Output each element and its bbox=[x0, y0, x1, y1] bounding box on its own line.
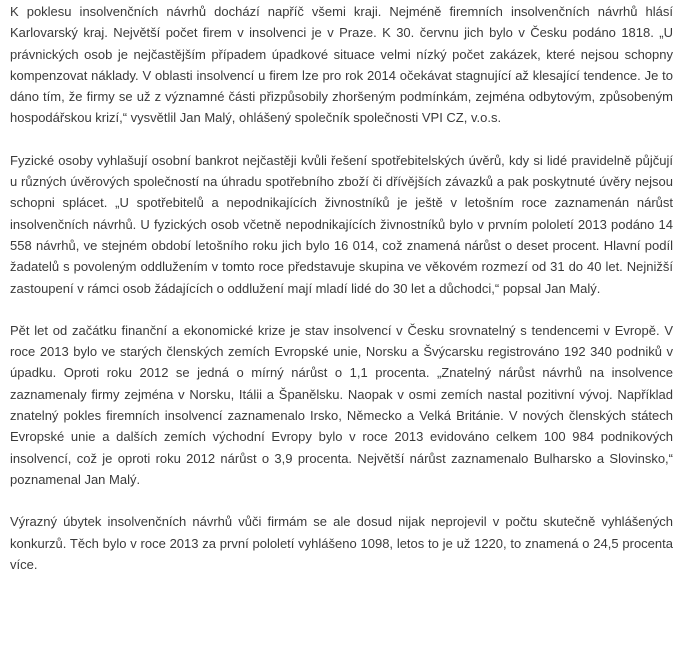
paragraph-european-comparison: Pět let od začátku finanční a ekonomické krize je stav insolvencí v Česku srovnatelný s tendencemi v Evropě. V roce 2013 bylo ve starých členských zemích Evropské unie, Norsku a Švýcarsku registrováno 192 340 podniků v úpadku. Oproti roku 2012 se jedná o mírný nárůst o 1,1 procenta. „Znatelný nárůst návrhů na insolvence zaznamenaly firmy zejména v Norsku, Itálii a Španělsku. Naopak v osmi zemích nastal pozitivní vývoj. Například znatelný pokles firemních insolvencí zaznamenalo Irsko, Německo a Velká Británie. V nových členských státech Evropské unie a dalších zemích východní Evropy bylo v roce 2013 evidováno celkem 100 984 podnikových insolvencí, což je oproti roku 2012 nárůst o 3,9 procenta. Největší nárůst zaznamenalo Bulharsko a Slovinsko,“ poznamenal Jan Malý. bbox=[10, 322, 673, 487]
article-body bbox=[10, 1, 673, 596]
paragraph-declared-bankruptcies: Výrazný úbytek insolvenčních návrhů vůči firmám se ale dosud nijak neprojevil v počtu skutečně vyhlášených konkurzů. Těch bylo v roce 2013 za první pololetí vyhlášeno 1098, letos to je už 1220, to znamená o 24,5 procenta více. bbox=[10, 514, 673, 572]
paragraph-personal-bankruptcy: Fyzické osoby vyhlašují osobní bankrot nejčastěji kvůli řešení spotřebitelských úvěrů, kdy si lidé pravidelně půjčují u různých úvěrových společností na úhradu spotřebního zboží či dřívějších závazků a pak poskytnuté úvěry nejsou schopni splácet. „U spotřebitelů a nepodnikajících živnostníků je ještě v letošním roce zaznamenán nárůst insolvenčních návrhů. U fyzických osob včetně nepodnikajících živnostníků bylo v prvním pololetí 2013 podáno 14 558 návrhů, ve stejném období letošního roku jich bylo 16 014, což znamená nárůst o deset procent. Hlavní podíl žadatelů s povoleným oddlužením v tomto roce představuje skupina ve věkovém rozmezí od 31 do 40 let. Nejnižší zastoupení v rámci osob žádajících o oddlužení mají mladí lidé do 30 let a důchodci,“ popsal Jan Malý. bbox=[10, 152, 673, 296]
paragraph-regional-overview: K poklesu insolvenčních návrhů dochází napříč všemi kraji. Nejméně firemních insolvenčních návrhů hlásí Karlovarský kraj. Největší počet firem v insolvenci je v Praze. K 30. červnu jich bylo v Česku podáno 1818. „U právnických osob je nejčastějším případem úpadkové situace velmi nízký počet zakázek, které nejsou schopny kompenzovat náklady. V oblasti insolvencí u firem lze pro rok 2014 očekávat stagnující až klesající tendence. Je to dáno tím, že firmy se už z významné části přizpůsobily zhoršeným podmínkám, zejména odbytovým, způsobeným hospodářskou krizí,“ vysvětlil Jan Malý, ohlášený společník společnosti VPI CZ, v.o.s. bbox=[10, 4, 673, 126]
